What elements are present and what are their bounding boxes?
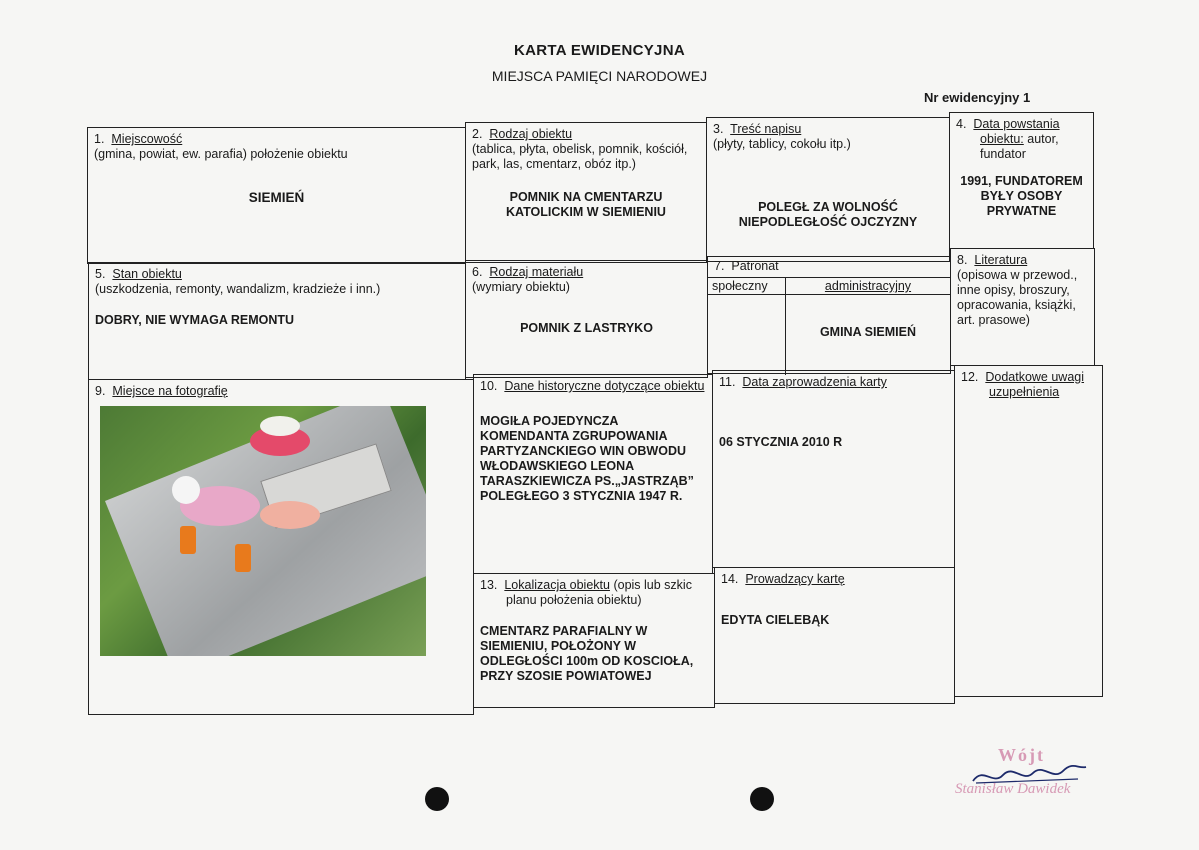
cell-title: Miejscowość — [111, 132, 183, 146]
punch-hole — [750, 787, 774, 811]
cell-number: 11. — [719, 375, 736, 389]
cell-title: Dodatkowe uwagi uzupełnienia — [985, 370, 1085, 399]
cell-title: Literatura — [974, 253, 1028, 267]
stamp-title: Wójt — [998, 745, 1045, 765]
cell-locality — [87, 127, 466, 264]
cell-literature — [950, 248, 1095, 366]
condition-value: DOBRY, NIE WYMAGA REMONTU — [95, 313, 295, 327]
document-subtitle: MIEJSCA PAMIĘCI NARODOWEJ — [491, 68, 708, 84]
location-value: CMENTARZ PARAFIALNY W SIEMIENIU, POŁOŻONY W ODLEGŁOŚCI 100m OD KOSCIOŁA, PRZY SZOSIE POWIATOWEJ — [480, 624, 694, 683]
grave-photo — [100, 406, 426, 656]
stamp-name: Stanisław Dawidek — [955, 781, 1071, 797]
flowers — [260, 416, 300, 436]
cell-number: 4. — [956, 117, 967, 131]
grave-candle — [235, 544, 251, 572]
cell-description: autor, fundator — [980, 132, 1059, 161]
cell-number: 5. — [95, 267, 106, 281]
material-value: POMNIK Z LASTRYKO — [520, 321, 653, 335]
card-keeper-value: EDYTA CIELEBĄK — [721, 613, 830, 627]
cell-title: Data zaprowadzenia karty — [742, 375, 887, 389]
cell-patronage — [707, 256, 951, 374]
cell-history — [473, 374, 713, 574]
flowers — [260, 501, 320, 529]
patronage-social-value — [708, 295, 786, 375]
cell-number: 13. — [480, 578, 498, 592]
cell-title: Rodzaj materiału — [489, 265, 584, 279]
cell-location — [473, 573, 715, 708]
cell-title: Dane historyczne dotyczące obiektu — [504, 379, 705, 393]
punch-hole — [425, 787, 449, 811]
cell-number: 14. — [721, 572, 739, 586]
creation-date-value: 1991, FUNDATOREM BYŁY OSOBY PRYWATNE — [960, 174, 1083, 218]
cell-number: 3. — [713, 122, 724, 136]
object-type-value: POMNIK NA CMENTARZU KATOLICKIM W SIEMIENIU — [506, 190, 666, 219]
cell-inscription — [706, 117, 950, 262]
cell-creation-date — [949, 112, 1094, 249]
cell-title: Lokalizacja obiektu — [504, 578, 610, 592]
cell-description: (tablica, płyta, obelisk, pomnik, kościół, park, las, cmentarz, obóz itp.) — [472, 142, 688, 171]
grave-candle — [180, 526, 196, 554]
cell-material — [465, 260, 708, 378]
cell-object-type — [465, 122, 707, 263]
card-date-value: 06 STYCZNIA 2010 R — [719, 435, 843, 449]
cell-description: (uszkodzenia, remonty, wandalizm, kradzieże i inn.) — [95, 282, 381, 296]
cell-description: (gmina, powiat, ew. parafia) położenie obiektu — [94, 147, 348, 161]
inscription-value: POLEGŁ ZA WOLNOŚĆ NIEPODLEGŁOŚĆ OJCZYZNY — [738, 200, 918, 229]
cell-title: Treść napisu — [730, 122, 802, 136]
cell-description: (opisowa w przewod., inne opisy, broszury, opracowania, książki, art. prasowe) — [957, 268, 1078, 327]
cell-card-keeper — [714, 567, 955, 704]
cell-number: 12. — [961, 370, 979, 384]
cell-title: Stan obiektu — [112, 267, 182, 281]
locality-value: SIEMIEŃ — [248, 190, 305, 205]
patronage-social-header: społeczny — [708, 278, 786, 294]
cell-number: 1. — [94, 132, 105, 146]
cell-number: 9. — [95, 384, 106, 398]
cell-condition — [88, 262, 466, 380]
official-stamp — [950, 745, 1120, 805]
history-value: MOGIŁA POJEDYNCZA KOMENDANTA ZGRUPOWANIA PARTYZANCKIEGO WIN OBWODU WŁODAWSKIEGO LEONA TARASZKIEWICZA PS.„JASTRZĄB” POLEGŁEGO 3 STYCZNIA 1947 R. — [480, 414, 694, 503]
cell-number: 2. — [472, 127, 483, 141]
document-title: KARTA EWIDENCYJNA — [514, 42, 685, 59]
registry-number: Nr ewidencyjny 1 — [924, 90, 1031, 105]
cell-description: (wymiary obiektu) — [472, 280, 570, 294]
cell-title: Prowadzący kartę — [745, 572, 845, 586]
cell-description: (płyty, tablicy, cokołu itp.) — [713, 137, 851, 151]
cell-number: 10. — [480, 379, 498, 393]
patronage-admin-header: administracyjny — [824, 279, 912, 293]
cell-number: 6. — [472, 265, 483, 279]
cell-title: Data powstania obiektu: — [973, 117, 1060, 146]
cell-title: Rodzaj obiektu — [489, 127, 573, 141]
cell-number: 7. — [714, 259, 725, 273]
cell-description: (opis lub szkic planu położenia obiektu) — [506, 578, 692, 607]
flowers — [172, 476, 200, 504]
cell-title: Patronat — [731, 259, 779, 273]
cell-title: Miejsce na fotografię — [112, 384, 228, 398]
cell-number: 8. — [957, 253, 968, 267]
cell-additional-notes — [954, 365, 1103, 697]
patronage-admin-value: GMINA SIEMIEŃ — [819, 325, 917, 339]
cell-card-date — [712, 370, 955, 568]
